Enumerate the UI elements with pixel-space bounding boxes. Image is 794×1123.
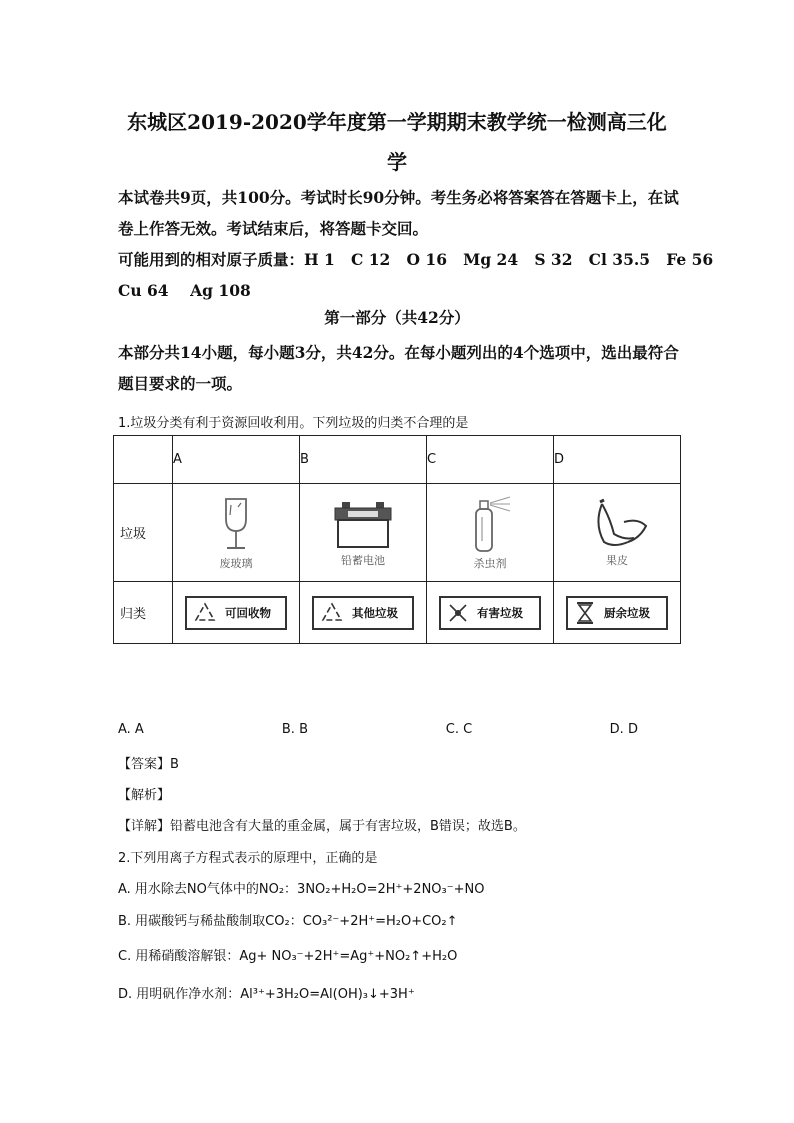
banana-peel-icon — [584, 498, 650, 550]
bin-badge-recyclable — [185, 596, 287, 630]
header-cell-d: D — [554, 436, 681, 484]
atomic-masses — [118, 244, 714, 306]
item-cell-c — [427, 484, 554, 582]
bin-badge-kitchen — [566, 596, 668, 630]
header-cell-a: A — [173, 436, 300, 484]
q2-option-c: C. 用稀硝酸溶解银：Ag+ NO₃⁻+2H⁺=Ag⁺+NO₂↑+H₂O — [118, 949, 458, 964]
q2-option-a: A. 用水除去NO气体中的NO₂：3NO₂+H₂O=2H⁺+2NO₃⁻+NO — [118, 882, 485, 897]
recycle-icon — [320, 602, 344, 624]
item-cell-a — [173, 484, 300, 582]
bin-cell-a — [173, 582, 300, 644]
q1-analysis-heading: 【解析】 — [118, 788, 171, 803]
exam-title-line1: 东城区2019-2020学年度第一学期期末教学统一检测高三化 — [127, 110, 667, 134]
bin-cell-b — [300, 582, 427, 644]
table-item-row — [114, 484, 681, 582]
bin-badge-hazardous — [439, 596, 541, 630]
item-caption-b: 铅蓄电池 — [341, 553, 385, 567]
choice-c: C. C — [445, 722, 473, 737]
bin-cell-d — [554, 582, 681, 644]
garbage-sorting-table — [113, 435, 681, 644]
bin-cell-c — [427, 582, 554, 644]
header-cell-b: B — [300, 436, 427, 484]
header-cell-c: C — [427, 436, 554, 484]
q2-stem: 2.下列用离子方程式表示的原理中，正确的是 — [118, 851, 378, 866]
choice-a: A. A — [118, 722, 144, 737]
battery-icon — [332, 498, 394, 550]
q1-answer: 【答案】B — [118, 757, 179, 772]
q1-stem: 1.垃圾分类有利于资源回收利用。下列垃圾的归类不合理的是 — [118, 416, 469, 431]
table-header-row — [114, 436, 681, 484]
wine-glass-icon — [216, 495, 256, 553]
atomic-masses-line1: 可能用到的相对原子质量：H 1 C 12 O 16 Mg 24 S 32 Cl 35.5 Fe 56 — [118, 250, 714, 269]
section-title: 第一部分（共42分） — [324, 308, 470, 327]
exam-instructions: 本试卷共9页，共100分。考试时长90分钟。考生务必将答案答在答题卡上，在试卷上作答无效。考试结束后，将答题卡交回。 — [118, 188, 679, 238]
bin-badge-other — [312, 596, 414, 630]
spray-can-icon — [466, 495, 514, 553]
bin-label-d: 厨余垃圾 — [604, 605, 650, 620]
section-instructions: 本部分共14小题，每小题3分，共42分。在每小题列出的4个选项中，选出最符合题目要求的一项。 — [118, 343, 679, 393]
item-caption-c: 杀虫剂 — [473, 556, 507, 570]
q1-choices — [118, 722, 638, 737]
q1-detail: 【详解】铅蓄电池含有大量的重金属，属于有害垃圾，B错误；故选B。 — [118, 819, 526, 834]
exam-title-line2: 学 — [387, 150, 407, 174]
choice-b: B. B — [281, 722, 308, 737]
bin-label-b: 其他垃圾 — [352, 605, 398, 620]
hourglass-icon — [574, 601, 596, 625]
item-cell-d — [554, 484, 681, 582]
bin-label-a: 可回收物 — [225, 605, 271, 620]
q2-option-d: D. 用明矾作净水剂：Al³⁺+3H₂O=Al(OH)₃↓+3H⁺ — [118, 987, 415, 1002]
table-class-row — [114, 582, 681, 644]
row-label-item: 垃圾 — [114, 484, 173, 582]
item-caption-a: 废玻璃 — [219, 556, 253, 570]
atomic-masses-line2: Cu 64 Ag 108 — [118, 281, 251, 300]
item-caption-d: 果皮 — [606, 553, 628, 567]
recycle-icon — [193, 602, 217, 624]
table-corner-cell — [114, 436, 173, 484]
q2-option-b: B. 用碳酸钙与稀盐酸制取CO₂：CO₃²⁻+2H⁺=H₂O+CO₂↑ — [118, 914, 458, 929]
bin-label-c: 有害垃圾 — [477, 605, 523, 620]
hazard-cross-icon — [447, 602, 469, 624]
choice-d: D. D — [609, 722, 638, 737]
row-label-class: 归类 — [114, 582, 173, 644]
item-cell-b — [300, 484, 427, 582]
